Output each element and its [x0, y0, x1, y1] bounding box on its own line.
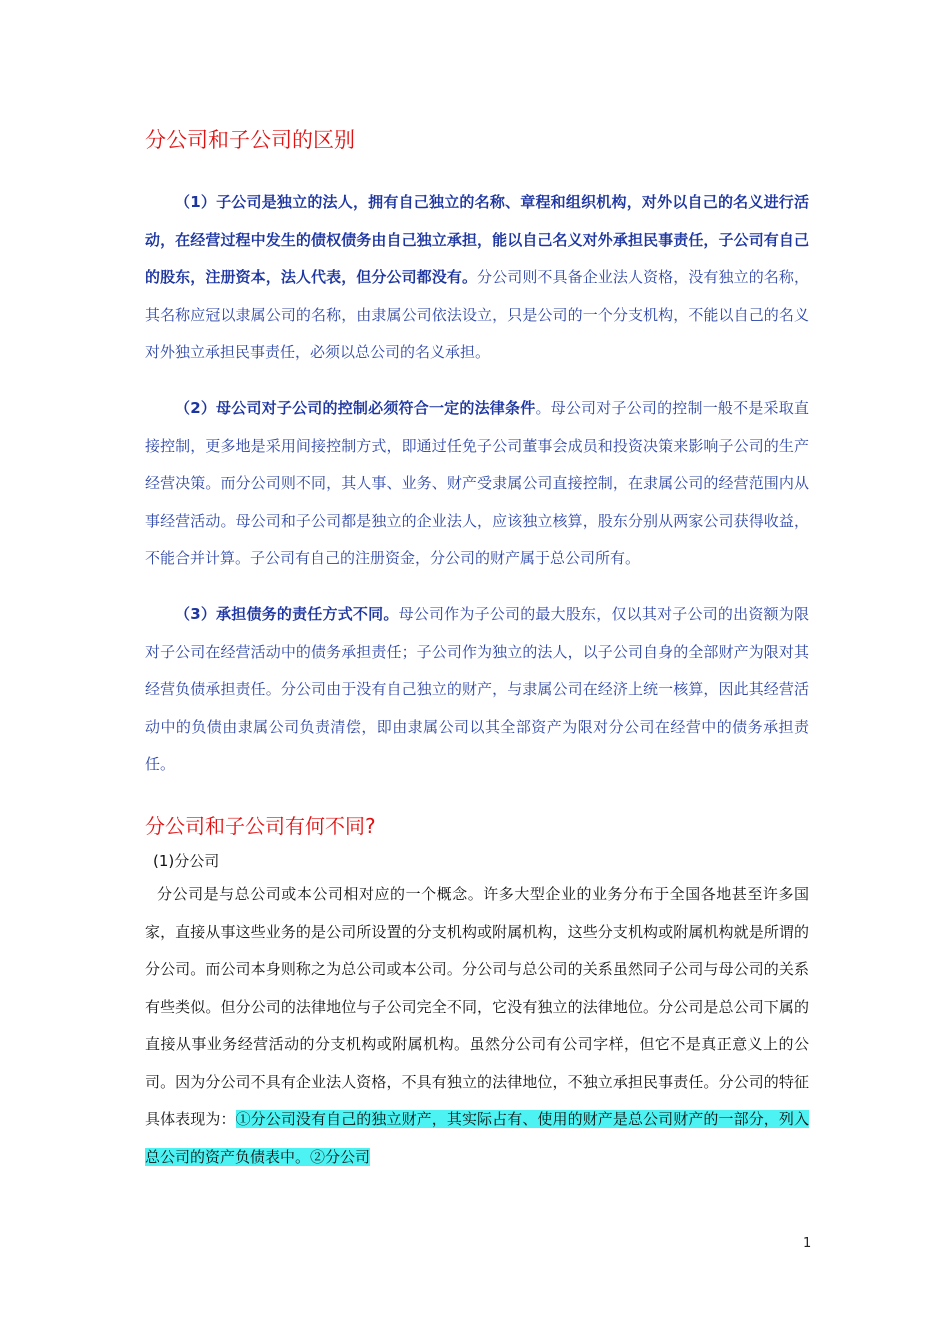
paragraph-3-bold: （3）承担债务的责任方式不同。	[175, 604, 399, 623]
paragraph-2-text: 。母公司对子公司的控制一般不是采取直接控制，更多地是采用间接控制方式，即通过任免子公司董事会成员和投资决策来影响子公司的生产经营决策。而分公司则不同，其人事、业务、财产受隶属公司直接控制，在隶属公司的经营范围内从事经营活动。母公司和子公司都是独立的企业法人，应该独立核算，股东分别从两家公司获得收益，不能合并计算。子公司有自己的注册资金，分公司的财产属于总公司所有。	[145, 398, 809, 568]
subsection-heading: (1)分公司	[153, 851, 220, 870]
body-paragraph-text: 分公司是与总公司或本公司相对应的一个概念。许多大型企业的业务分布于全国各地甚至许多国家，直接从事这些业务的是公司所设置的分支机构或附属机构，这些分支机构或附属机构就是所谓的分公司。而公司本身则称之为总公司或本公司。分公司与总公司的关系虽然同子公司与母公司的关系有些类似。但分公司的法律地位与子公司完全不同，它没有独立的法律地位。分公司是总公司下属的直接从事业务经营活动的分支机构或附属机构。虽然分公司有公司字样，但它不是真正意义上的公司。因为分公司不具有企业法人资格，不具有独立的法律地位，不独立承担民事责任。分公司的特征具体表现为：	[145, 884, 809, 1129]
body-paragraph	[145, 876, 809, 1177]
page-content	[145, 112, 809, 1177]
paragraph-2	[145, 390, 809, 578]
paragraph-1-bold: （1）子公司是独立的法人，拥有自己独立的名称、章程和组织机构，对外以自己的名义进行活动，在经营过程中发生的债权债务由自己独立承担，能以自己名义对外承担民事责任，子公司有自己的股东，注册资本，法人代表，但分公司都没有。	[145, 193, 809, 287]
paragraph-2-bold: （2）母公司对子公司的控制必须符合一定的法律条件	[175, 398, 536, 417]
paragraph-1-text: 分公司则不具备企业法人资格，没有独立的名称，其名称应冠以隶属公司的名称，由隶属公司依法设立，只是公司的一个分支机构，不能以自己的名义对外独立承担民事责任，必须以总公司的名义承担。	[145, 268, 809, 362]
paragraph-3	[145, 596, 809, 784]
paragraph-3-text: 母公司作为子公司的最大股东，仅以其对子公司的出资额为限对子公司在经营活动中的债务承担责任；子公司作为独立的法人，以子公司自身的全部财产为限对其经营负债承担责任。分公司由于没有自己独立的财产，与隶属公司在经济上统一核算，因此其经营活动中的负债由隶属公司负责清偿，即由隶属公司以其全部资产为限对分公司在经营中的债务承担责任。	[145, 604, 809, 774]
paragraph-1	[145, 184, 809, 372]
page-number: 1	[803, 1236, 812, 1251]
highlighted-text: ①分公司没有自己的独立财产，其实际占有、使用的财产是总公司财产的一部分，列入总公司的资产负债表中。②分公司	[145, 1110, 809, 1167]
document-title: 分公司和子公司的区别	[145, 128, 355, 152]
section-heading: 分公司和子公司有何不同?	[145, 813, 376, 838]
